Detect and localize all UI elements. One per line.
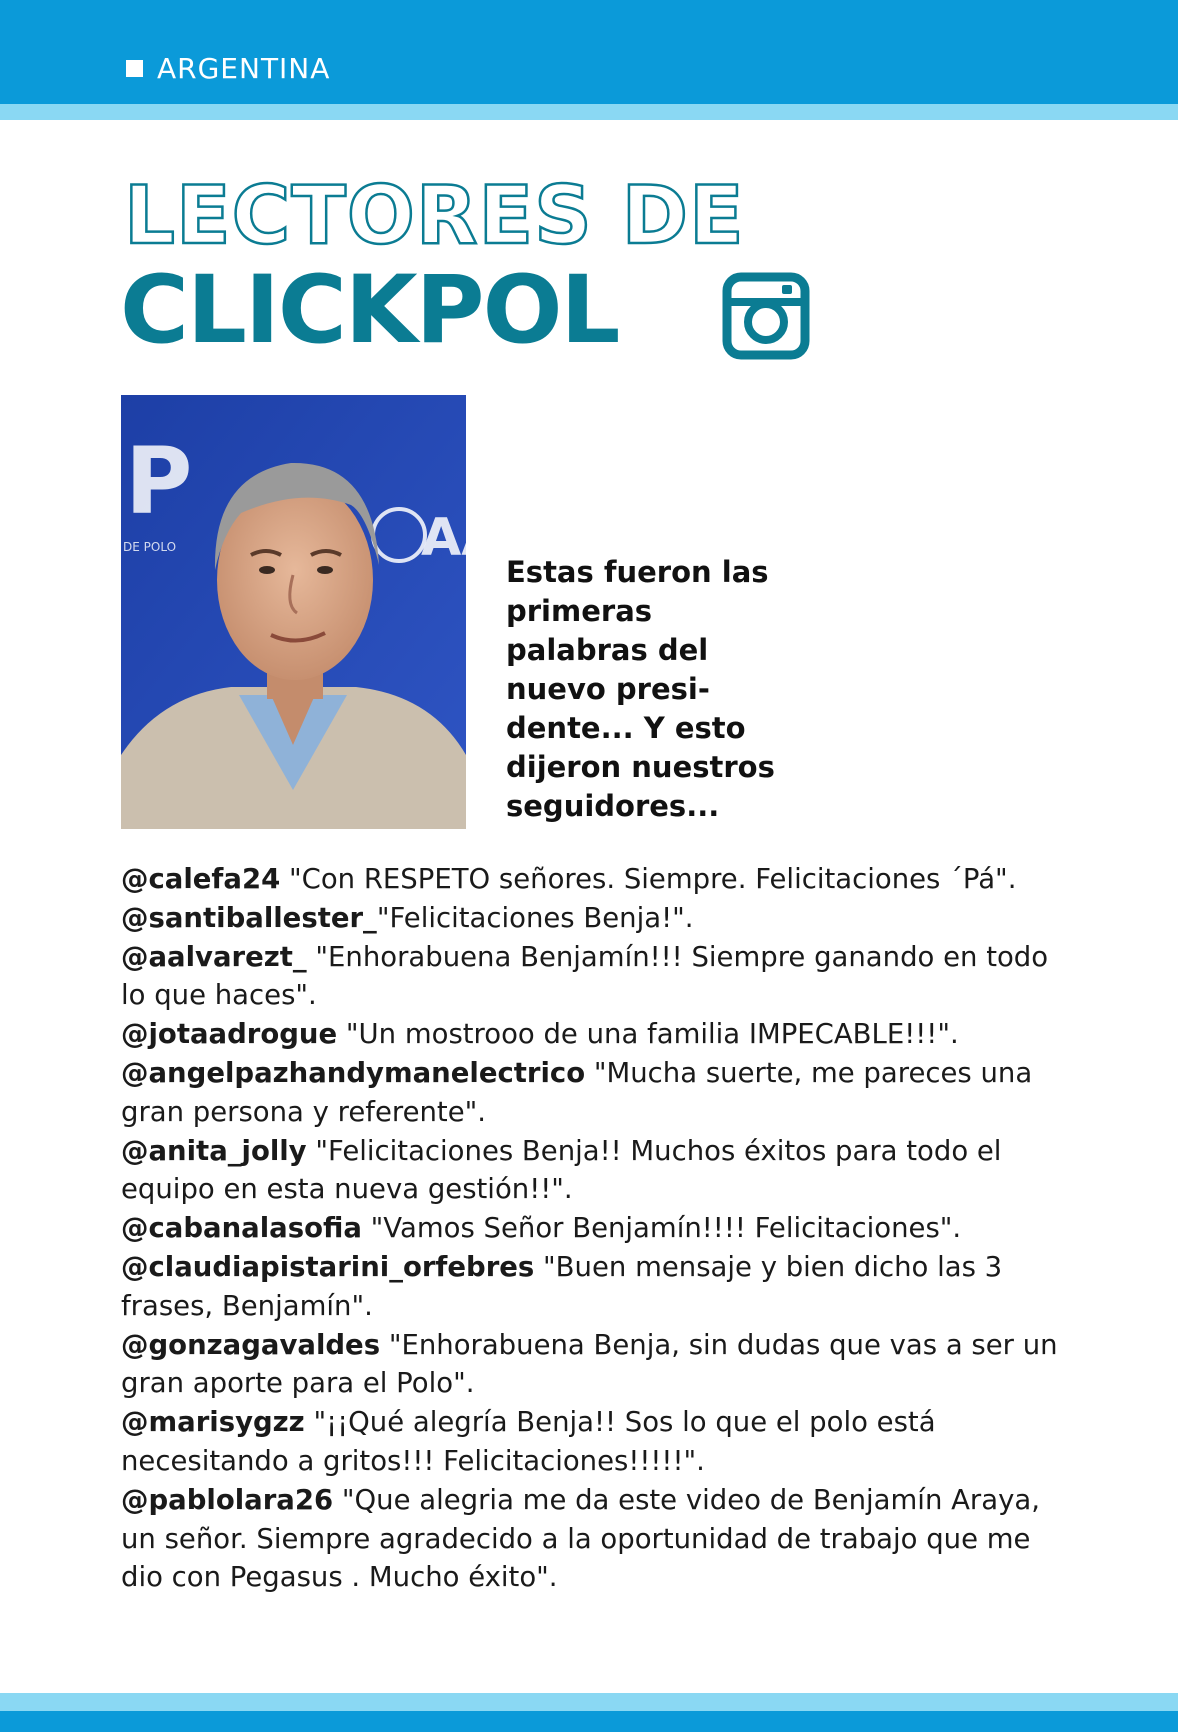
instagram-icon: [722, 272, 810, 360]
comment-item: [121, 1481, 1071, 1597]
comment-handle: @anita_jolly: [121, 1134, 307, 1167]
comment-handle: @claudiapistarini_orfebres: [121, 1250, 535, 1283]
comment-text: "Vamos Señor Benjamín!!!! Felicitaciones".: [361, 1212, 962, 1245]
svg-text:P: P: [125, 428, 193, 535]
title-main-line: CLICKPOL: [120, 256, 619, 365]
section-label: [126, 48, 330, 88]
comment-handle: @santiballester_: [121, 901, 377, 934]
comment-handle: @gonzagavaldes: [121, 1328, 381, 1361]
comment-item: [121, 1403, 1071, 1481]
comment-item: [121, 1326, 1071, 1404]
intro-line: dente... Y esto: [506, 711, 746, 745]
section-square-icon: [126, 60, 143, 77]
comment-text: "Enhorabuena Benjamín!!! Siempre ganando en todo lo que haces".: [121, 940, 1049, 1012]
comments-list: [121, 860, 1071, 1597]
intro-line: seguidores...: [506, 789, 720, 823]
comment-text: "Que alegria me da este video de Benjamín Araya, un señor. Siempre agradecido a la oportunidad de trabajo que me dio con Pegasus . Mucho éxito".: [121, 1483, 1040, 1594]
comment-item: [121, 899, 1071, 938]
comment-item: [121, 860, 1071, 899]
comment-handle: @aalvarezt_: [121, 940, 307, 973]
intro-line: nuevo presi-: [506, 672, 710, 706]
intro-line: dijeron nuestros: [506, 750, 775, 784]
comment-item: [121, 1132, 1071, 1210]
comment-item: [121, 1248, 1071, 1326]
intro-line: primeras: [506, 594, 653, 628]
comment-text: "Un mostrooo de una familia IMPECABLE!!!".: [337, 1018, 959, 1051]
footer-stripe: [0, 1693, 1178, 1711]
comment-text: "Enhorabuena Benja, sin dudas que vas a ser un gran aporte para el Polo".: [121, 1328, 1058, 1400]
intro-line: Estas fueron las: [506, 555, 769, 589]
comment-handle: @pablolara26: [121, 1483, 334, 1516]
intro-line: palabras del: [506, 633, 709, 667]
comment-item: [121, 1054, 1071, 1132]
svg-text:AA: AA: [421, 508, 502, 568]
comment-text: "Mucha suerte, me pareces una gran persona y referente".: [121, 1056, 1033, 1128]
svg-text:DE POLO: DE POLO: [123, 540, 177, 554]
comment-text: "Felicitaciones Benja!".: [376, 901, 694, 934]
title-outline-line: LECTORES DE: [124, 169, 745, 262]
comment-item: [121, 1015, 1071, 1054]
comment-text: "Felicitaciones Benja!! Muchos éxitos para todo el equipo en esta nueva gestión!!".: [121, 1134, 1002, 1206]
comment-handle: @jotaadrogue: [121, 1018, 338, 1051]
comment-text: "¡¡Qué alegría Benja!! Sos lo que el polo está necesitando a gritos!!! Felicitaciones!!!!!".: [121, 1406, 936, 1477]
comment-text: "Buen mensaje y bien dicho las 3 frases, Benjamín".: [121, 1250, 1003, 1322]
intro-text: [506, 553, 806, 826]
comment-text: "Con RESPETO señores. Siempre. Felicitaciones ´Pá".: [280, 863, 1017, 895]
section-label-text: ARGENTINA: [157, 51, 331, 85]
president-photo: [121, 395, 502, 829]
comment-handle: @marisygzz: [121, 1406, 305, 1439]
comment-handle: @angelpazhandymanelectrico: [121, 1056, 586, 1089]
footer-band: [0, 1711, 1178, 1732]
comment-item: [121, 1209, 1071, 1248]
comment-handle: @cabanalasofia: [121, 1212, 362, 1245]
comment-item: [121, 938, 1071, 1016]
header-stripe: [0, 104, 1178, 120]
comment-handle: @calefa24: [121, 863, 281, 895]
